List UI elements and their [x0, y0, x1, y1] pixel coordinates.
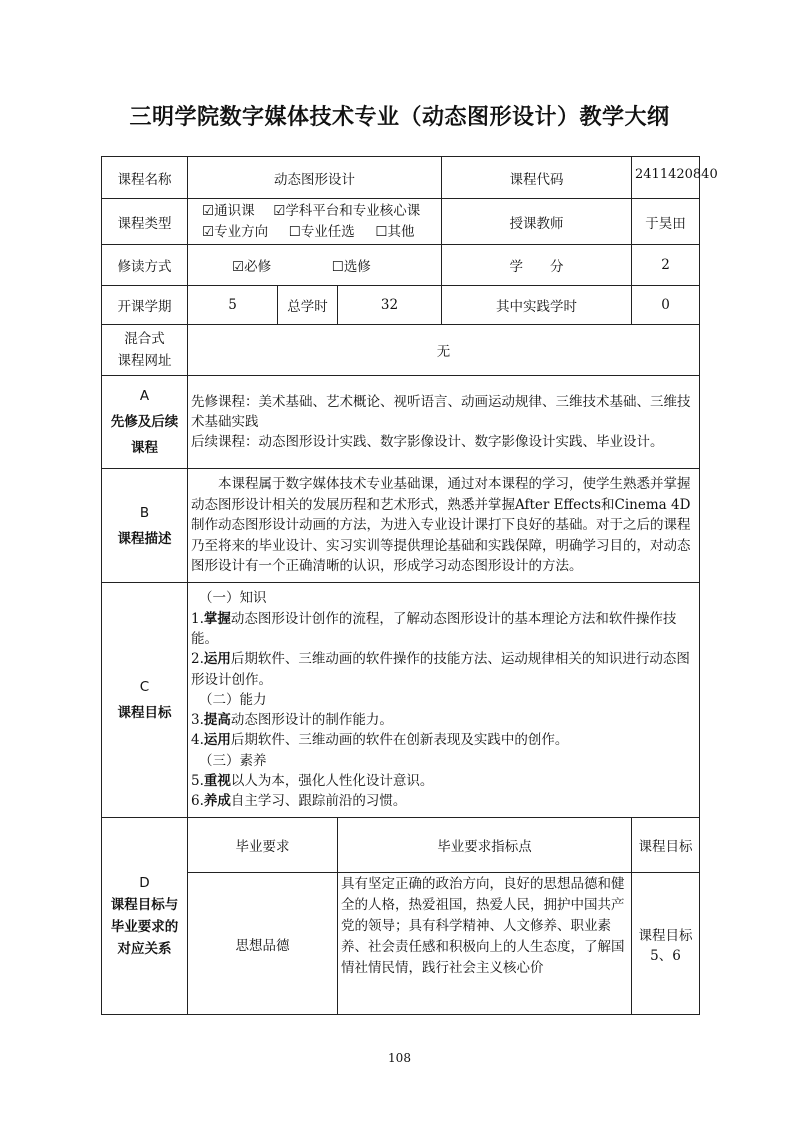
- course-type-options: [188, 199, 442, 245]
- type-option-elective: 专业任选: [300, 223, 355, 240]
- course-description: 本课程属于数字媒体技术专业基础课，通过对本课程的学习，使学生熟悉并掌握动态图形设计相关的发展历程和艺术形式，熟悉并掌握After Effects和Cinema 4D制作动态图形设计动画的方法，为进入专业设计课打下良好的基础。对于之后的课程乃至将来的毕业设计、实习实训等提供理论基础和实践保障，明确学习目的，对动态图形设计有一个正确清晰的认识，形成学习动态图形设计的方法。: [191, 476, 691, 575]
- section-a-label-line1: 先修及后续: [110, 414, 179, 430]
- total-hours-value: 32: [338, 286, 442, 325]
- mixed-label-line2: 课程网址: [117, 353, 172, 369]
- type-option-other: 其他: [387, 223, 415, 240]
- goal-2-number: 2.: [191, 651, 204, 668]
- term-label: 开课学期: [102, 286, 188, 325]
- subsequent-courses: 后续课程：动态图形设计实践、数字影像设计、数字影像设计实践、毕业设计。: [191, 434, 664, 450]
- mapped-course-goal: 课程目标 5、6: [632, 873, 700, 1015]
- table-row: [102, 873, 700, 1015]
- section-a-label: [102, 376, 188, 469]
- practice-hours-label: 其中实践学时: [442, 286, 632, 325]
- goal-heading-knowledge: （一）知识: [199, 590, 267, 607]
- checkbox-empty-icon: ☐: [331, 259, 344, 275]
- goal-5-keyword: 重视: [203, 773, 231, 790]
- type-option-general: 通识课: [214, 202, 255, 219]
- row-course-type: [102, 199, 700, 245]
- goal-2-text: 后期软件、三维动画的软件操作的技能方法、运动规律相关的知识进行动态图形设计创作。: [191, 651, 690, 688]
- teacher-label: 授课教师: [442, 199, 632, 245]
- goal-item-4: [191, 730, 696, 750]
- row-section-b: [102, 469, 700, 583]
- goal-item-2: [191, 649, 696, 690]
- goal-2-keyword: 运用: [203, 651, 231, 668]
- practice-hours-value: 0: [632, 286, 700, 325]
- goal-5-text: 以人为本，强化人性化设计意识。: [230, 773, 434, 790]
- row-section-a: [102, 376, 700, 469]
- type-option-direction: 专业方向: [214, 223, 269, 240]
- page-title: 三明学院数字媒体技术专业（动态图形设计）教学大纲: [129, 105, 670, 130]
- goal-heading-ability: （二）能力: [199, 691, 267, 708]
- row-section-c: [102, 583, 700, 818]
- section-a-letter: A: [139, 388, 150, 404]
- goal-5-number: 5.: [191, 773, 204, 790]
- course-type-label: 课程类型: [102, 199, 188, 245]
- requirement-name: 思想品德: [188, 873, 338, 1015]
- course-name-value: 动态图形设计: [188, 157, 442, 199]
- header-graduation-requirement: 毕业要求: [188, 818, 338, 873]
- section-b-label: [102, 469, 188, 583]
- section-b-letter: B: [139, 504, 150, 521]
- section-d-label-line2: 毕业要求的: [110, 919, 179, 935]
- checkbox-checked-icon: ☑: [202, 223, 215, 240]
- section-c-label: [102, 583, 188, 818]
- goal-1-number: 1.: [191, 610, 204, 627]
- section-b-label-text: 课程描述: [117, 530, 172, 547]
- goal-6-text: 自主学习、跟踪前沿的习惯。: [230, 793, 407, 810]
- term-value: 5: [188, 286, 278, 325]
- goal-1-text: 动态图形设计创作的流程，了解动态图形设计的基本理论方法和软件操作技能。: [191, 610, 677, 647]
- goal-4-text: 后期软件、三维动画的软件在创新表现及实践中的创作。: [230, 732, 569, 749]
- goal-3-keyword: 提高: [203, 712, 231, 729]
- goal-1-keyword: 掌握: [203, 610, 231, 627]
- course-name-label: 课程名称: [102, 157, 188, 199]
- mode-option-elective: 选修: [343, 259, 371, 275]
- section-c-label-text: 课程目标: [117, 705, 172, 721]
- row-study-mode: [102, 245, 700, 286]
- row-section-d-header: [102, 818, 700, 873]
- row-mixed-course: [102, 325, 700, 376]
- goal-item-6: [191, 791, 696, 811]
- type-option-core: 学科平台和专业核心课: [285, 202, 421, 219]
- goal-item-3: [191, 710, 696, 730]
- checkbox-empty-icon: ☐: [375, 223, 388, 240]
- section-c-letter: C: [139, 679, 150, 695]
- section-c-content: [188, 583, 700, 818]
- course-code-label: 课程代码: [442, 157, 632, 199]
- study-mode-label: 修读方式: [102, 245, 188, 286]
- course-code-value: 2411420840: [632, 157, 700, 199]
- syllabus-table: [101, 156, 718, 1015]
- requirement-indicator: 具有坚定正确的政治方向，良好的思想品德和健全的人格，热爱祖国，热爱人民，拥护中国共产党的领导；具有科学精神、人文修养、职业素养、社会责任感和积极向上的人生态度，了解国情社情民情，践行社会主义核心价: [338, 873, 632, 1015]
- row-term: [102, 286, 700, 325]
- goal-3-number: 3.: [191, 712, 204, 729]
- mixed-course-label: [102, 325, 188, 376]
- section-a-label-line2: 课程: [131, 440, 158, 456]
- mixed-label-line1: 混合式: [124, 331, 165, 347]
- checkbox-checked-icon: ☑: [273, 202, 286, 219]
- mode-option-required: 必修: [244, 259, 272, 275]
- prerequisite-courses: 先修课程：美术基础、艺术概论、视听语言、动画运动规律、三维技术基础、三维技术基础实践: [191, 394, 691, 430]
- section-d-label-line1: 课程目标与: [110, 897, 179, 913]
- teacher-value: 于昊田: [632, 199, 700, 245]
- goal-item-1: [191, 609, 696, 650]
- checkbox-checked-icon: ☑: [232, 259, 245, 275]
- goal-4-number: 4.: [191, 732, 204, 749]
- credit-value: 2: [632, 245, 700, 286]
- header-course-goal: 课程目标: [632, 818, 700, 873]
- section-a-content: [188, 376, 700, 469]
- checkbox-empty-icon: ☐: [288, 223, 301, 240]
- goal-item-5: [191, 771, 696, 791]
- goal-heading-quality: （三）素养: [199, 752, 267, 769]
- credit-label: 学 分: [442, 245, 632, 286]
- goal-6-number: 6.: [191, 793, 204, 810]
- header-requirement-indicator: 毕业要求指标点: [338, 818, 632, 873]
- section-d-label: [102, 818, 188, 1015]
- goal-3-text: 动态图形设计的制作能力。: [230, 712, 393, 729]
- total-hours-label: 总学时: [278, 286, 338, 325]
- page-number: 108: [388, 1051, 411, 1065]
- row-course-name: [102, 157, 700, 199]
- checkbox-checked-icon: ☑: [202, 202, 215, 219]
- goal-4-keyword: 运用: [203, 732, 231, 749]
- section-b-content: [188, 469, 700, 583]
- mixed-course-url: 无: [188, 325, 700, 376]
- study-mode-options: [188, 245, 442, 286]
- goal-6-keyword: 养成: [203, 793, 231, 810]
- section-d-letter: D: [139, 875, 150, 891]
- section-d-label-line3: 对应关系: [117, 941, 172, 957]
